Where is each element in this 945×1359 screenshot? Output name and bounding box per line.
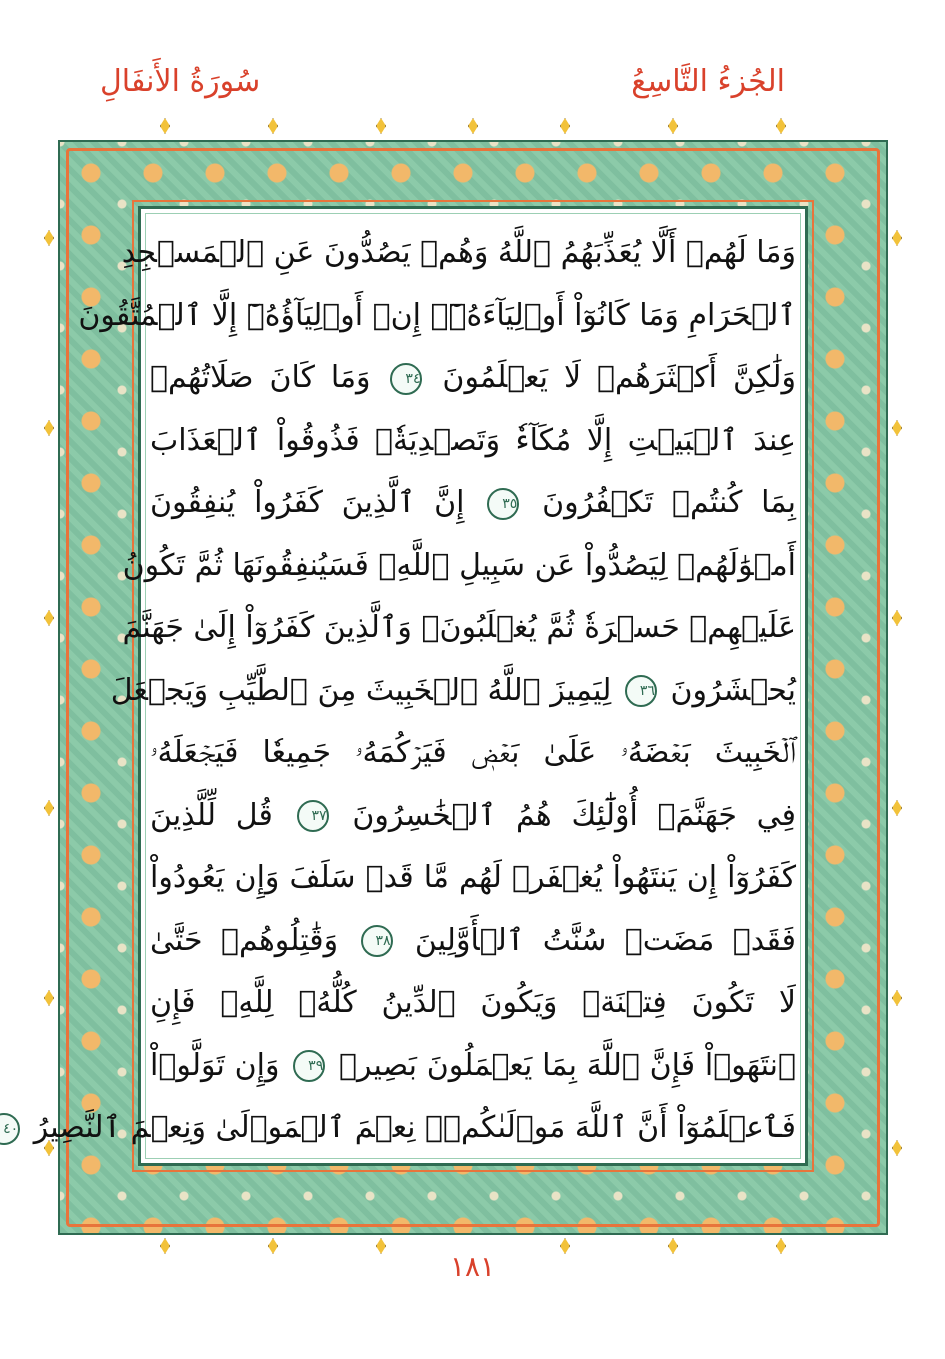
ayah-number-icon: ٤٠ [0,1113,20,1145]
ayah-number-icon: ٣٥ [487,488,519,520]
frame-marker-icon [892,990,902,1006]
frame-marker-icon [468,118,478,134]
frame-marker-icon [892,1140,902,1156]
juz-title: الجُزءُ التَّاسِعُ [631,64,785,99]
frame-marker-icon [44,610,54,626]
frame-marker-icon [44,230,54,246]
ayah-number-icon: ٣٤ [390,363,422,395]
quran-text [3,222,797,1160]
frame-marker-icon [268,118,278,134]
text-line: وَلَٰكِنَّ أَكۡثَرَهُمۡ لَا يَعۡلَمُونَ ٣٤ وَمَا كَانَ صَلَاتُهُمۡ [150,360,796,395]
frame-marker-icon [892,800,902,816]
frame-marker-icon [560,118,570,134]
text-line: كَفَرُوٓاْ إِن يَنتَهُواْ يُغۡفَرۡ لَهُم مَّا قَدۡ سَلَفَ وَإِن يَعُودُواْ [150,860,796,895]
text-line: يُحۡشَرُونَ ٣٦ لِيَمِيزَ ٱللَّهُ ٱلۡخَبِيثَ مِنَ ٱلطَّيِّبِ وَيَجۡعَلَ [110,672,796,708]
text-line: عِندَ ٱلۡبَيۡتِ إِلَّا مُكَآءٗ وَتَصۡدِيَةٗۚ فَذُوقُواْ ٱلۡعَذَابَ [150,422,796,458]
text-line: فَٱعۡلَمُوٓاْ أَنَّ ٱللَّهَ مَوۡلَىٰكُمۡۚ نِعۡمَ ٱلۡمَوۡلَىٰ وَنِعۡمَ ٱلنَّصِيرُ ٤٠ [150,1097,796,1160]
text-line: عَلَيۡهِمۡ حَسۡرَةٗ ثُمَّ يُغۡلَبُونَۗ وَٱلَّذِينَ كَفَرُوٓاْ إِلَىٰ جَهَنَّمَ [122,610,796,645]
text-line: لَا تَكُونَ فِتۡنَةٞ وَيَكُونَ ٱلدِّينُ كُلُّهُۥ لِلَّهِۚ فَإِنِ [150,985,796,1020]
text-line: ٱلۡحَرَامِ وَمَا كَانُوٓاْ أَوۡلِيَآءَهُۥٓۚ إِنۡ أَوۡلِيَآؤُهُۥٓ إِلَّا ٱلۡمُتَّقُونَ [78,297,796,333]
frame-marker-icon [376,118,386,134]
text-line: فَقَدۡ مَضَتۡ سُنَّتُ ٱلۡأَوَّلِينَ ٣٨ وَقَٰتِلُوهُمۡ حَتَّىٰ [150,922,796,958]
text-line: أَمۡوَٰلَهُمۡ لِيَصُدُّواْ عَن سَبِيلِ ٱللَّهِۚ فَسَيُنفِقُونَهَا ثُمَّ تَكُونُ [122,547,796,583]
frame-marker-icon [892,230,902,246]
page-number: ١٨١ [449,1250,496,1283]
text-line: ٱنتَهَوۡاْ فَإِنَّ ٱللَّهَ بِمَا يَعۡمَلُونَ بَصِيرٞ ٣٩ وَإِن تَوَلَّوۡاْ [150,1047,796,1083]
frame-marker-icon [160,118,170,134]
ayah-number-icon: ٣٩ [293,1050,325,1082]
frame-marker-icon [44,420,54,436]
frame-marker-icon [892,610,902,626]
ayah-number-icon: ٣٧ [297,800,329,832]
frame-marker-icon [892,420,902,436]
frame-marker-icon [776,118,786,134]
ayah-number-icon: ٣٦ [625,675,657,707]
text-line: فِي جَهَنَّمَۚ أُوْلَٰٓئِكَ هُمُ ٱلۡخَٰسِرُونَ ٣٧ قُل لِّلَّذِينَ [150,797,797,833]
text-line: بِمَا كُنتُمۡ تَكۡفُرُونَ ٣٥ إِنَّ ٱلَّذِينَ كَفَرُواْ يُنفِقُونَ [150,485,796,520]
text-line: ٱلۡخَبِيثَ بَعۡضَهُۥ عَلَىٰ بَعۡضٖ فَيَرۡكُمَهُۥ جَمِيعٗا فَيَجۡعَلَهُۥ [150,735,796,770]
frame-marker-icon [44,990,54,1006]
ayah-number-icon: ٣٨ [361,925,393,957]
text-line: وَمَا لَهُمۡ أَلَّا يُعَذِّبَهُمُ ٱللَّهُ وَهُمۡ يَصُدُّونَ عَنِ ٱلۡمَسۡجِدِ [121,235,796,270]
frame-marker-icon [44,800,54,816]
surah-title: سُورَةُ الأَنفَالِ [100,64,261,99]
frame-marker-icon [668,118,678,134]
